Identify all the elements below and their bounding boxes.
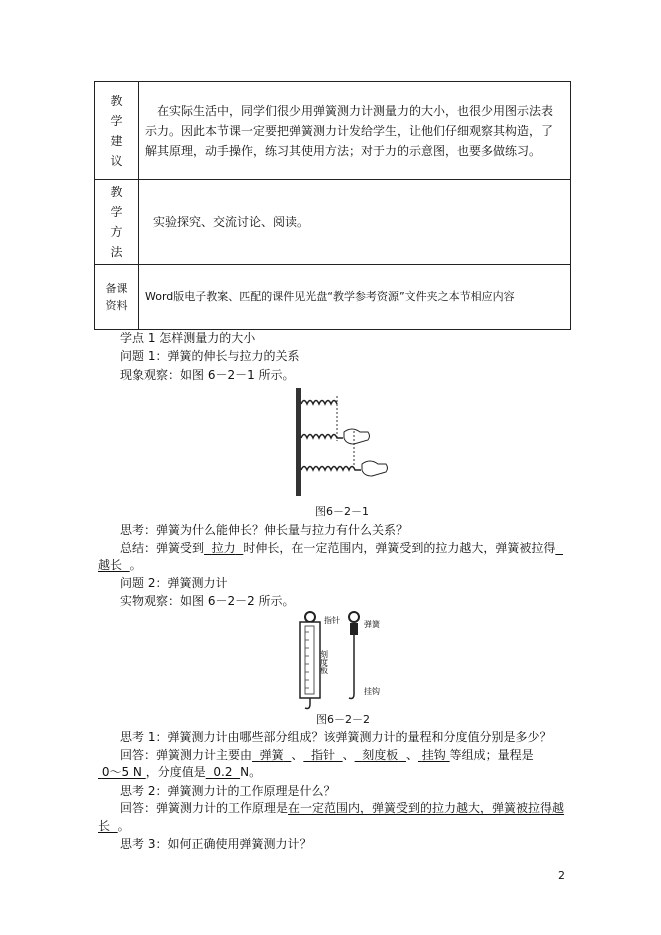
answer-blank: 拉力 [211,541,236,555]
spring-1 [301,401,337,405]
think-text: 思考：弹簧为什么能伸长？伸长量与拉力有什么关系？ [120,523,409,537]
answer-continue: 0～5 N ，分度值是 0.2 N。 [101,765,262,779]
point-title: 学点 1 怎样测量力的大小 [120,331,256,345]
label-spring: 弹簧 [364,620,380,629]
answer-blank: 越长 [98,558,123,572]
summary-text: 总结：弹簧受到 拉力 时伸长，在一定范围内，弹簧受到的拉力越大，弹簧被拉得 [120,541,556,555]
page-number: 2 [558,869,565,882]
row-header: 教学建议 [95,82,139,180]
spring-coil [350,623,358,635]
row-content: 实验探究、交流讨论、阅读。 [139,180,571,265]
row-content: Word版电子教案、匹配的课件见光盘“教学参考资源”文件夹之本节相应内容 [139,265,571,330]
table-row [95,180,571,265]
top-ring [305,612,315,622]
summary-continue: 越长 。 [98,558,142,572]
answer-blank: 长 [98,819,111,833]
wall-bar [296,388,301,496]
figure-caption: 图6－2－1 [315,505,369,518]
answer-blank: 0.2 [213,765,233,779]
table-row [95,82,571,180]
hand-icon [362,461,388,476]
row-header: 教学方法 [95,180,139,265]
answer-blank: 刻度板 [362,748,399,762]
answer-blank: 弹簧 [259,748,284,762]
row-content: 在实际生活中，同学们很少用弹簧测力计测量力的大小，也很少用图示法表示力。因此本节课一定要把弹簧测力计发给学生，让他们仔细观察其构造，了解其原理，动手操作，练习其使用方法；对于力的示意图，也要多做练习。 [139,82,571,180]
hook-2 [349,686,354,699]
answer-continue: 长 。 [98,819,130,833]
figure-spring-scale [290,608,400,713]
lesson-plan-table [94,81,571,330]
answer-blank: 在一定范围内，弹簧受到的拉力越大，弹簧被拉得越 [288,801,565,815]
table-row [95,265,571,330]
question1-title: 问题 1：弹簧的伸长与拉力的关系 [120,349,300,363]
spring-2 [301,435,343,439]
think-text: 思考 1：弹簧测力计由哪些部分组成？该弹簧测力计的量程和分度值分别是多少？ [120,730,552,744]
observe2-text: 实物观察：如图 6－2－2 所示。 [120,594,295,608]
label-pointer: 指针 [324,616,340,625]
spring-3 [301,467,361,471]
answer-blank: 指针 [310,748,335,762]
think-text: 思考 2：弹簧测力计的工作原理是什么？ [120,784,336,798]
hook-1 [305,698,310,709]
answer-blank: 0～5 N [101,765,142,779]
think-text: 思考 3：如何正确使用弹簧测力计？ [120,837,312,851]
label-scale: 刻度板 [319,650,329,674]
label-hook: 挂钩 [364,687,380,696]
row-header: 备课资料 [95,265,139,330]
answer-text: 回答：弹簧测力计主要由 弹簧 、 指针 、 刻度板 、 挂钩 等组成；量程是 [120,748,534,762]
answer-blank: 挂钩 [421,748,446,762]
figure-caption: 图6－2－2 [316,713,370,726]
observe1-text: 现象观察：如图 6－2－1 所示。 [120,368,295,382]
hand-icon [344,429,370,444]
question2-title: 问题 2：弹簧测力计 [120,576,228,590]
top-ring [349,612,359,622]
scale-board [305,626,314,694]
figure-spring-stretch [292,386,392,498]
answer-text: 回答：弹簧测力计的工作原理是在一定范围内，弹簧受到的拉力越大，弹簧被拉得越 [120,801,565,815]
